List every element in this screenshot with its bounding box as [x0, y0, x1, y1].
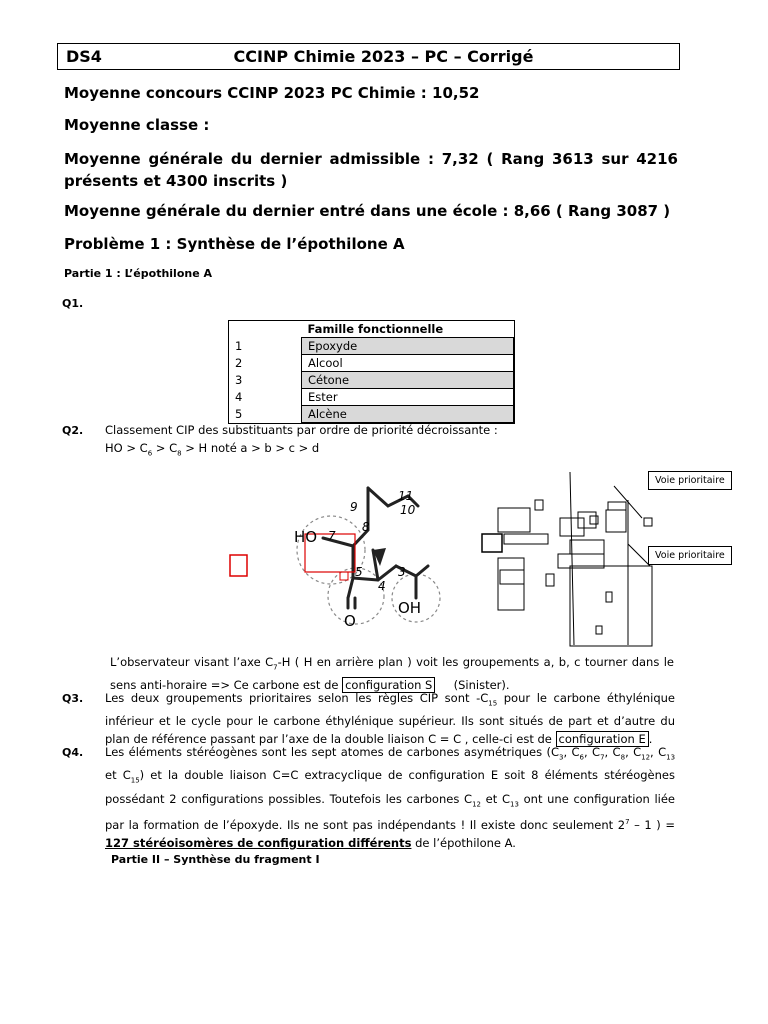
- callout-voie-prioritaire-1: Voie prioritaire: [648, 471, 732, 490]
- partie1-title: Partie 1 : L’épothilone A: [64, 267, 213, 280]
- svg-text:7: 7: [328, 529, 336, 543]
- q3-label: Q3.: [62, 692, 84, 705]
- table-row: 4 Ester: [229, 389, 514, 406]
- ds-label: DS4: [66, 47, 102, 66]
- svg-text:3: 3: [398, 565, 406, 579]
- document-header: [57, 43, 680, 70]
- table-row: 3 Cétone: [229, 372, 514, 389]
- svg-text:OH: OH: [398, 599, 422, 617]
- callout-voie-prioritaire-2: Voie prioritaire: [648, 546, 732, 565]
- svg-text:10: 10: [400, 503, 416, 517]
- svg-text:4: 4: [378, 579, 386, 593]
- q4-paragraph: Les éléments stéréogènes sont les sept atomes de carbones asymétriques ($C_3$, $C_6$, $C_7$, $C_8$, $C_{12}$, $C_{13}$ et $C_{15}$) et la double liaison C=C extracyclique de configuration E soit 8 éléments stéréogènes possédant 2 configurations possibles. Toutefois les carbones $C_{12}$ et $C_{13}$ ont une configuration liée par la formation de l’époxyde. Ils ne sont pas indépendants ! Il existe donc seulement $2^7 - 1$ ) = 127 stéréoisomères de configuration différents de l’épothilone A.: [105, 745, 676, 850]
- q2-line1: Classement CIP des substituants par ordre de priorité décroissante :: [105, 423, 498, 437]
- table-header: Famille fonctionnelle: [307, 322, 444, 336]
- famille-table: [228, 320, 515, 424]
- svg-text:HO: HO: [294, 528, 318, 546]
- q4-label: Q4.: [62, 746, 84, 759]
- stat-admissible: Moyenne générale du dernier admissible : 7,32 ( Rang 3613 sur 4216 présents et 4300 inscrits ): [64, 150, 678, 190]
- stat-entre: Moyenne générale du dernier entré dans une école : 8,66 ( Rang 3087 ): [64, 202, 671, 220]
- svg-text:11: 11: [398, 489, 414, 503]
- document-title: CCINP Chimie 2023 – PC – Corrigé: [233, 47, 534, 66]
- molecule-figure: [228, 468, 448, 648]
- svg-text:5: 5: [355, 565, 363, 579]
- table-row: 5 Alcène: [229, 406, 514, 423]
- svg-text:9: 9: [350, 500, 358, 514]
- probleme1-title: Problème 1 : Synthèse de l’épothilone A: [64, 235, 405, 253]
- table-row: 1 Epoxyde: [229, 338, 514, 355]
- stat-classe: Moyenne classe :: [64, 116, 210, 134]
- q2-label: Q2.: [62, 424, 84, 437]
- observer-paragraph: L’observateur visant l’axe $C_7-H$ ( H en arrière plan ) voit les groupements a, b, c tourner dans le sens anti-horaire => Ce carbone est de configuration S (Sinister).: [110, 655, 674, 693]
- stat-concours: Moyenne concours CCINP 2023 PC Chimie : 10,52: [64, 84, 480, 102]
- q3-paragraph: Les deux groupements prioritaires selon les règles CIP sont $-C_{15}$ pour le carbone éthylénique inférieur et le cycle pour le carbone éthylénique supérieur. Ils sont situés de part et d’autre du plan de référence passant par l’axe de la double liaison C = C , celle-ci est de configuration E .: [105, 691, 676, 747]
- partie2-title: Partie II – Synthèse du fragment I: [111, 853, 320, 866]
- svg-text:8: 8: [362, 520, 370, 534]
- config-e-box: configuration E: [556, 731, 649, 747]
- config-s-box: configuration S: [342, 677, 435, 693]
- table-row: 2 Alcool: [229, 355, 514, 372]
- svg-text:O: O: [344, 612, 356, 630]
- stereoisomer-count: 127 stéréoisomères de configuration différents: [105, 835, 412, 850]
- q1-label: Q1.: [62, 297, 84, 310]
- q2-line2: HO > $C_6 > C_8 > H$ noté a > b > c > d: [105, 441, 320, 458]
